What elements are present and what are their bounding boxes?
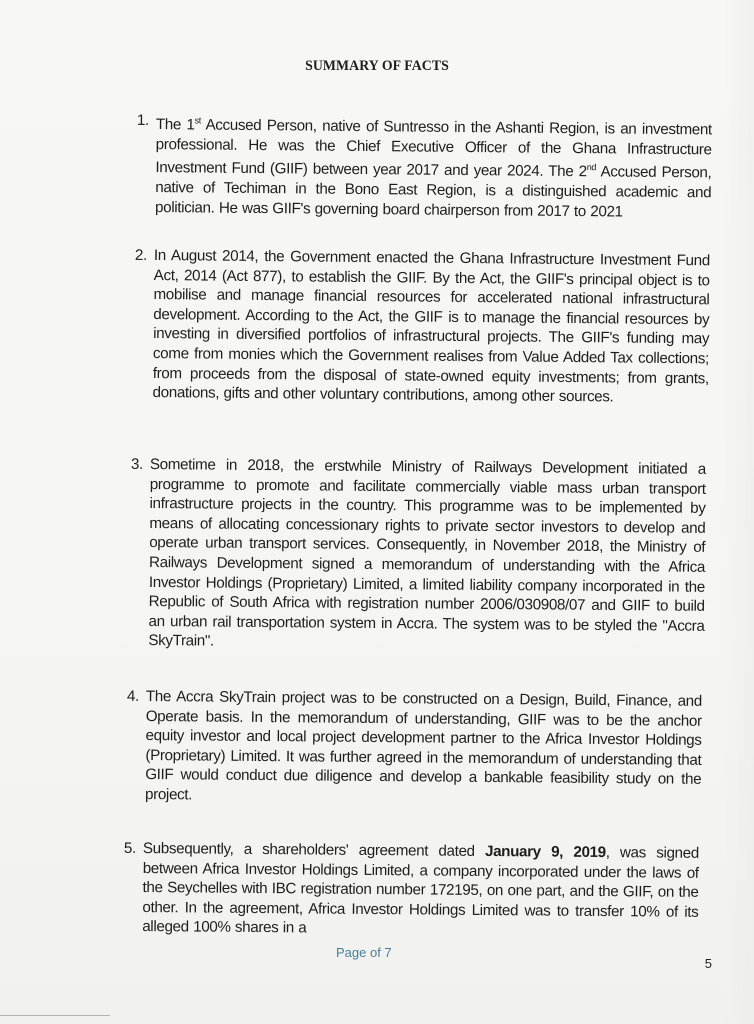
paragraph-number: 5. [123, 839, 136, 857]
agreement-date: January 9, 2019 [484, 842, 606, 862]
paragraph-text: In August 2014, the Government enacted the Ghana Infrastructure Investment Fund Act, 2014 (Act 877), to establish the GIIF. By the Act, the GIIF's principal object is to mobilise and manage financial resources for accelerated national infrastructural development. According to the Act, the GIIF is to manage the financial resources by investing in diversified portfolios of infrastructural projects. The GIIF's funding may come from monies which the Government realises from Value Added Tax collections; from proceeds from the disposal of state-owned equity investments; from grants, donations, gifts and other voluntary contributions, among other sources. [152, 246, 710, 406]
scan-edge-line [0, 1015, 110, 1016]
paragraph-4 [126, 687, 702, 809]
paragraph-number: 3. [130, 455, 143, 473]
paragraph-1 [136, 111, 712, 222]
paragraph-text: Sometime in 2018, the erstwhile Ministry of Railways Development initiated a programme to promote and facilitate commercially viable mass urban transport infrastructure projects in the country. This programme was to be implemented by means of allocating concessionary rights to private sector investors to develop and operate urban transport services. Consequently, in November 2018, the Ministry of Railways Development signed a memorandum of understanding with the Africa Investor Holdings (Proprietary) Limited, a limited liability company incorporated in the Republic of South Africa with registration number 2006/030908/07 and GIIF to build an urban rail transportation system in Accra. The system was to be styled the "Accra SkyTrain". [148, 455, 706, 650]
document-title: SUMMARY OF FACTS [305, 58, 449, 74]
page-footer-label: Page of 7 [336, 945, 392, 960]
paragraph-2 [134, 246, 710, 408]
paragraph-number: 1. [136, 111, 149, 129]
scan-shadow [724, 0, 754, 1024]
paragraph-number: 2. [134, 246, 147, 264]
paragraph-text: Subsequently, a shareholders' agreement dated January 9, 2019, was signed between Africa Investor Holdings Limited, a company incorporated under the laws of the Seychelles with IBC registration number 172195, on one part, and the GIIF, on the other. In the agreement, Africa Investor Holdings Limited was to transfer 10% of its alleged 100% shares in a [142, 839, 699, 937]
paragraph-text: The Accra SkyTrain project was to be constructed on a Design, Build, Finance, and Operate basis. In the memorandum of understanding, GIIF was to be the anchor equity investor and local project development partner to the Africa Investor Holdings (Proprietary) Limited. It was further agreed in the memorandum of understanding that GIIF would conduct due diligence and develop a bankable feasibility study on the project. [144, 687, 702, 804]
paragraph-text: The 1st Accused Person, native of Suntresso in the Ashanti Region, is an investment professional. He was the Chief Executive Officer of the Ghana Infrastructure Investment Fund (GIIF) between year 2017 and year 2024. The 2nd Accused Person, native of Techiman in the Bono East Region, is a distinguished academic and politician. He was GIIF's governing board chairperson from 2017 to 2021 [154, 115, 712, 220]
page-number: 5 [704, 956, 712, 971]
paragraph-5 [123, 839, 699, 942]
paragraph-3 [130, 455, 706, 656]
paragraph-number: 4. [126, 687, 139, 705]
